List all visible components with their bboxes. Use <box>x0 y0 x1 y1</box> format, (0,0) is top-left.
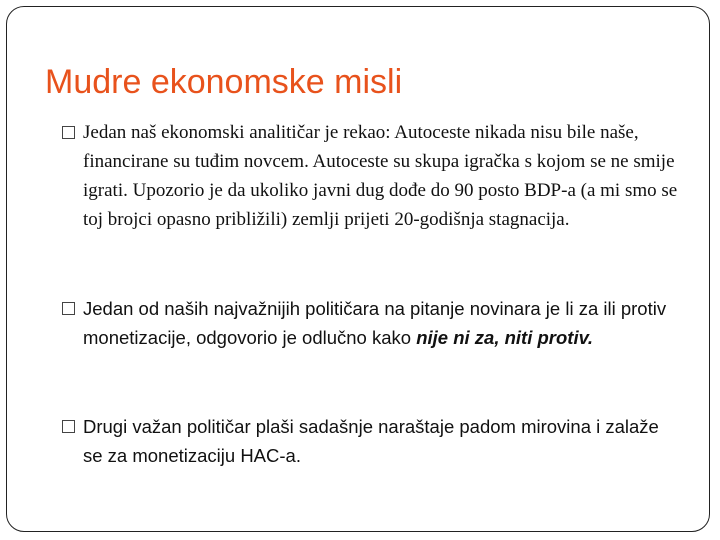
bullet-emphasis-2: nije ni za, niti protiv. <box>416 327 594 348</box>
checkbox-bullet-icon <box>62 302 75 315</box>
checkbox-bullet-icon <box>62 126 75 139</box>
bullet-item-1 <box>83 118 683 234</box>
bullet-text-3: Drugi važan političar plaši sadašnje naraštaje padom mirovina i zalaže se za monetizaciju HAC-a. <box>83 416 659 466</box>
bullet-item-2 <box>83 294 683 352</box>
slide-title: Mudre ekonomske misli <box>45 63 403 101</box>
bullet-item-3 <box>83 412 683 470</box>
slide-frame <box>6 6 710 532</box>
bullet-text-2: Jedan od naših najvažnijih političara na pitanje novinara je li za ili protiv monetizacije, odgovorio je odlučno kako <box>83 298 667 348</box>
checkbox-bullet-icon <box>62 420 75 433</box>
bullet-text-1: Jedan naš ekonomski analitičar je rekao: Autoceste nikada nisu bile naše, financirane su tuđim novcem. Autoceste su skupa igračka s kojom se ne smije igrati. Upozorio je da ukoliko javni dug dođe do 90 posto BDP-a (a mi smo se toj brojci opasno približili) zemlji prijeti 20-godišnja stagnacija. <box>83 122 678 230</box>
